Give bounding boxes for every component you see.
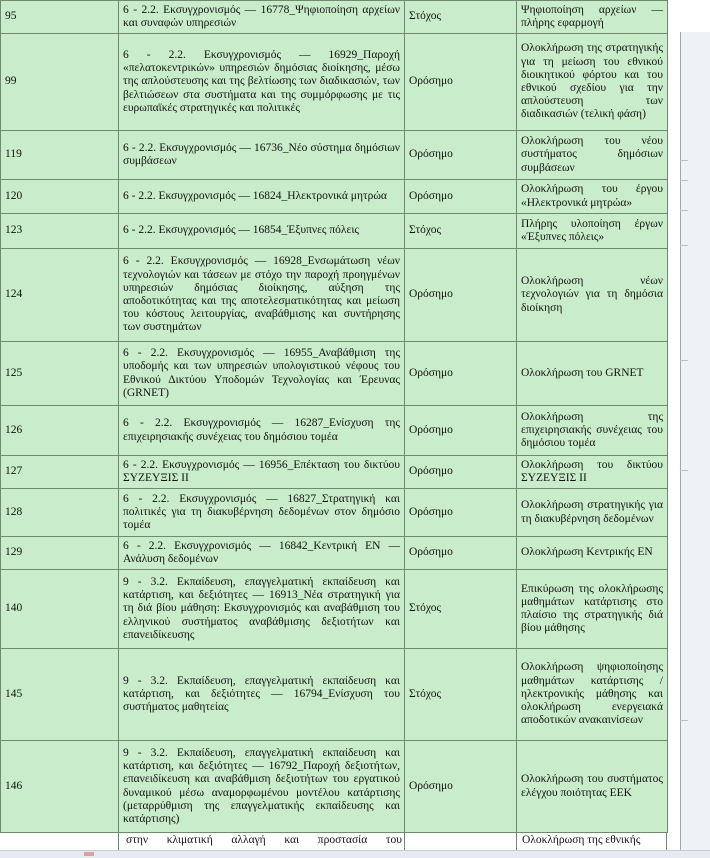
table-row bbox=[1, 214, 668, 249]
table-row bbox=[1, 649, 668, 741]
row-description: Ολοκλήρωση ψηφιοποίησης μαθημάτων κατάρτισης / ηλεκτρονικής μάθησης και ολοκλήρωση ενεργειακά αποδοτικών ανακαινίσεων bbox=[517, 649, 668, 741]
partial-table-row bbox=[0, 833, 667, 850]
row-id: 123 bbox=[1, 214, 119, 249]
row-description: Ολοκλήρωση του νέου συστήματος δημόσιων συμβάσεων bbox=[517, 131, 668, 180]
row-kind: Στόχος bbox=[405, 1, 517, 34]
row-description: Ολοκλήρωση της επιχειρησιακής συνέχειας του δημόσιου τομέα bbox=[517, 406, 668, 456]
edge-tick bbox=[680, 245, 688, 246]
row-measure: 9 - 3.2. Εκπαίδευση, επαγγελματική εκπαίδευση και κατάρτιση, και δεξιότητες — 16913_Νέα στρατηγική για τη διά βίου μάθηση: Εκσυγχρονισμός και αναβάθμιση του ελληνικού συστήματος αναβάθμισης δεξιοτήτων και επανειδίκευσης bbox=[119, 570, 405, 649]
row-id: 129 bbox=[1, 537, 119, 570]
row-kind: Στόχος bbox=[405, 570, 517, 649]
row-description: Ψηφιοποίηση αρχείων — πλήρης εφαρμογή bbox=[517, 1, 668, 34]
table-row bbox=[1, 537, 668, 570]
toolbar-mark-icon bbox=[84, 852, 94, 856]
row-measure: 6 - 2.2. Εκσυγχρονισμός — 16778_Ψηφιοποίηση αρχείων και συναφών υπηρεσιών bbox=[119, 1, 405, 34]
row-kind: Στόχος bbox=[405, 649, 517, 741]
row-description: Ολοκλήρωση του έργου «Ηλεκτρονικά μητρώα» bbox=[517, 180, 668, 214]
row-kind: Ορόσημο bbox=[405, 537, 517, 570]
row-id: 128 bbox=[1, 489, 119, 537]
row-description: Ολοκλήρωση Κεντρικής ΕΝ bbox=[517, 537, 668, 570]
edge-tick bbox=[680, 180, 688, 181]
row-description: Ολοκλήρωση στρατηγικής για τη διακυβέρνηση δεδομένων bbox=[517, 489, 668, 537]
partial-measure-text: στην κλιματική αλλαγή και προστασία του bbox=[126, 834, 402, 846]
row-id: 120 bbox=[1, 180, 119, 214]
table-row bbox=[1, 342, 668, 406]
row-id: 95 bbox=[1, 1, 119, 34]
row-kind: Ορόσημο bbox=[405, 249, 517, 342]
row-measure: 6 - 2.2. Εκσυγχρονισμός — 16929_Παροχή «πελατοκεντρικών» υπηρεσιών δημόσιας διοίκησης, μέσω της απλούστευσης και της βελτίωσης των διαδικασιών, των βελτιώσεων στα συστήματα και της συμμόρφωσης με τις ευρωπαϊκές στρατηγικές και πολιτικές bbox=[119, 34, 405, 131]
table-row bbox=[1, 406, 668, 456]
row-id: 99 bbox=[1, 34, 119, 131]
row-kind: Ορόσημο bbox=[405, 342, 517, 406]
row-description: Ολοκλήρωση νέων τεχνολογιών για τη δημόσια διοίκηση bbox=[517, 249, 668, 342]
row-kind: Ορόσημο bbox=[405, 489, 517, 537]
edge-tick bbox=[680, 210, 688, 211]
row-kind: Ορόσημο bbox=[405, 741, 517, 833]
row-id: 124 bbox=[1, 249, 119, 342]
row-id: 127 bbox=[1, 456, 119, 489]
column-rule bbox=[404, 833, 405, 850]
table-row bbox=[1, 1, 668, 34]
row-measure: 9 - 3.2. Εκπαίδευση, επαγγελματική εκπαίδευση και κατάρτιση, και δεξιότητες — 16792_Παροχή δεξιοτήτων, επανειδίκευση και αναβάθμιση δεξιοτήτων του εργατικού δυναμικού μέσω αναμορφωμένου μοντέλου κατάρτισης (μεταρρύθμιση της επαγγελματικής εκπαίδευσης και κατάρτισης) bbox=[119, 741, 405, 833]
edge-tick bbox=[680, 470, 688, 471]
row-description: Ολοκλήρωση του GRNET bbox=[517, 342, 668, 406]
row-id: 140 bbox=[1, 570, 119, 649]
row-measure: 6 - 2.2. Εκσυγχρονισμός — 16824_Ηλεκτρονικά μητρώα bbox=[119, 180, 405, 214]
row-measure: 6 - 2.2. Εκσυγχρονισμός — 16854_Έξυπνες πόλεις bbox=[119, 214, 405, 249]
row-measure: 6 - 2.2. Εκσυγχρονισμός — 16827_Στρατηγική και πολιτικές για τη διακυβέρνηση δεδομένων στον δημόσιο τομέα bbox=[119, 489, 405, 537]
row-id: 145 bbox=[1, 649, 119, 741]
row-kind: Ορόσημο bbox=[405, 456, 517, 489]
row-description: Ολοκλήρωση του συστήματος ελέγχου ποιότητας ΕΕΚ bbox=[517, 741, 668, 833]
edge-tick bbox=[680, 160, 688, 161]
row-description: Πλήρης υλοποίηση έργων «Έξυπνες πόλεις» bbox=[517, 214, 668, 249]
table-row bbox=[1, 131, 668, 180]
row-measure: 6 - 2.2. Εκσυγχρονισμός — 16928_Ενσωμάτωση νέων τεχνολογιών και τάσεων με στόχο την παροχή προηγμένων υπηρεσιών δημόσιας διοίκησης, αύξηση της αποδοτικότητας και της αποτελεσματικότητας και μείωση του κόστους λειτουργίας, αναβάθμισης και συντήρησης των συστημάτων bbox=[119, 249, 405, 342]
partial-description-text: Ολοκλήρωση της εθνικής bbox=[522, 834, 641, 846]
row-measure: 6 - 2.2. Εκσυγχρονισμός — 16955_Αναβάθμιση της υποδομής και των υπηρεσιών υπολογιστικού νέφους του Εθνικού Δικτύου Υποδομών Τεχνολογίας και Έρευνας (GRNET) bbox=[119, 342, 405, 406]
row-id: 119 bbox=[1, 131, 119, 180]
column-rule bbox=[516, 833, 517, 850]
edge-tick bbox=[680, 360, 688, 361]
row-kind: Ορόσημο bbox=[405, 406, 517, 456]
row-description: Επικύρωση της ολοκλήρωσης μαθημάτων κατάρτισης στο πλαίσιο της στρατηγικής διά βίου μάθησης bbox=[517, 570, 668, 649]
bottom-toolbar-strip bbox=[0, 850, 710, 858]
row-description: Ολοκλήρωση της στρατηγικής για τη μείωση του εθνικού διοικητικού φόρτου και του εθνικού σχεδίου για την απλούστευση των διαδικασιών (τελική φάση) bbox=[517, 34, 668, 131]
table-row bbox=[1, 489, 668, 537]
table-row bbox=[1, 249, 668, 342]
row-kind: Ορόσημο bbox=[405, 180, 517, 214]
table-row bbox=[1, 741, 668, 833]
row-measure: 6 - 2.2. Εκσυγχρονισμός — 16736_Νέο σύστημα δημόσιων συμβάσεων bbox=[119, 131, 405, 180]
row-kind: Ορόσημο bbox=[405, 34, 517, 131]
row-description: Ολοκλήρωση του δικτύου ΣΥΖΕΥΞΙΣ II bbox=[517, 456, 668, 489]
row-kind: Στόχος bbox=[405, 214, 517, 249]
table-row bbox=[1, 570, 668, 649]
adjacent-window-edge bbox=[680, 32, 710, 858]
row-measure: 6 - 2.2. Εκσυγχρονισμός — 16956_Επέκταση του δικτύου ΣΥΖΕΥΞΙΣ II bbox=[119, 456, 405, 489]
row-kind: Ορόσημο bbox=[405, 131, 517, 180]
row-measure: 6 - 2.2. Εκσυγχρονισμός — 16287_Ενίσχυση της επιχειρησιακής συνέχειας του δημόσιου τομέα bbox=[119, 406, 405, 456]
row-id: 146 bbox=[1, 741, 119, 833]
column-rule bbox=[666, 833, 667, 850]
row-id: 126 bbox=[1, 406, 119, 456]
table-row bbox=[1, 456, 668, 489]
row-measure: 9 - 3.2. Εκπαίδευση, επαγγελματική εκπαίδευση και κατάρτιση, και δεξιότητες — 16794_Ενίσχυση του συστήματος μαθητείας bbox=[119, 649, 405, 741]
table-row bbox=[1, 180, 668, 214]
edge-tick bbox=[680, 720, 688, 721]
row-measure: 6 - 2.2. Εκσυγχρονισμός — 16842_Κεντρική ΕΝ — Ανάλυση δεδομένων bbox=[119, 537, 405, 570]
column-rule bbox=[118, 833, 119, 850]
row-id: 125 bbox=[1, 342, 119, 406]
table-row bbox=[1, 34, 668, 131]
